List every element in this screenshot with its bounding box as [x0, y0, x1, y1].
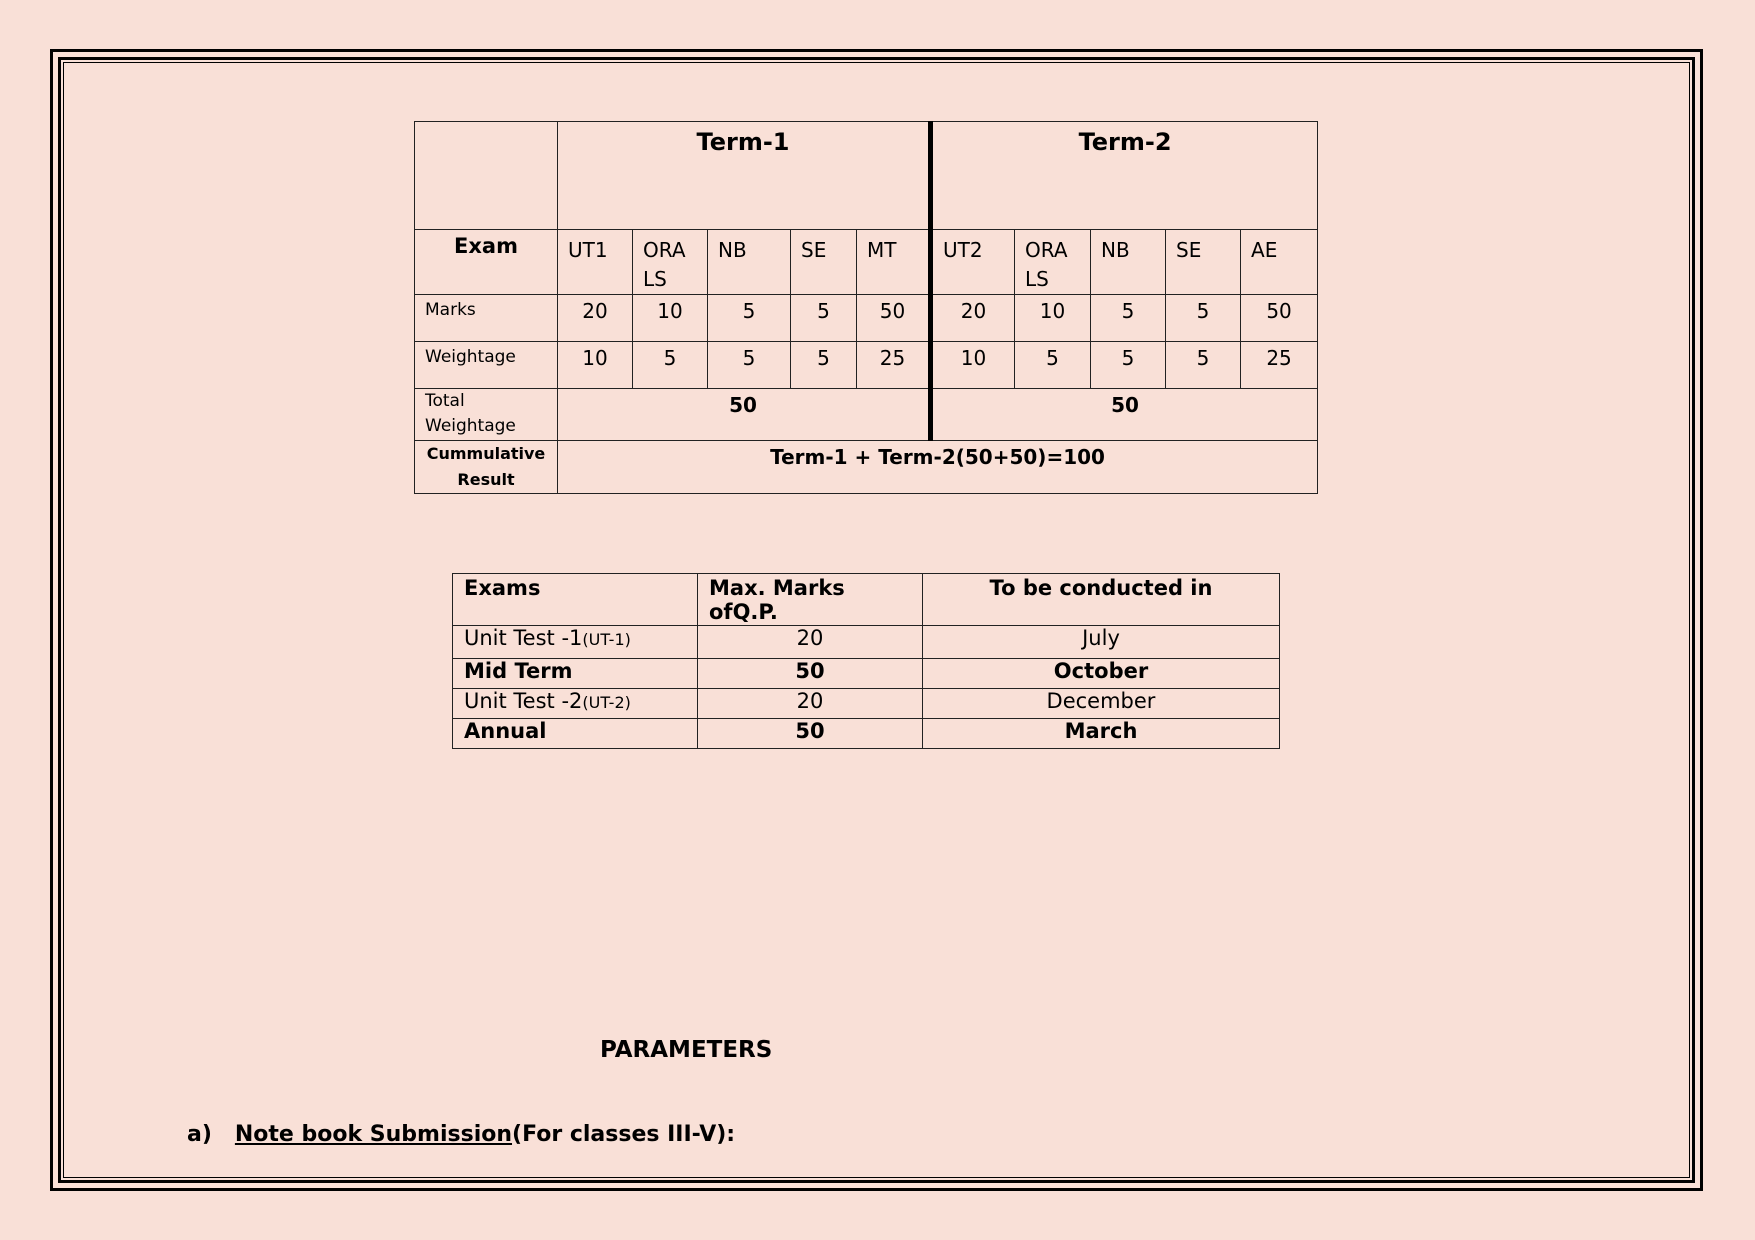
weightage-cell-1: 10 [558, 342, 633, 389]
cumulative-result-row [415, 441, 1318, 494]
exam-column-10: AE [1241, 230, 1318, 295]
exam-column-1: UT1 [558, 230, 633, 295]
weightage-cell-5: 25 [857, 342, 931, 389]
exam-row [453, 689, 1280, 719]
note-rest: (For classes III-V): [512, 1122, 736, 1147]
conducted-month-cell: October [923, 659, 1280, 689]
max-marks-cell: 50 [698, 719, 923, 749]
exam-column-8: NB [1091, 230, 1166, 295]
exam-columns-row [415, 230, 1318, 295]
weightage-cell-9: 5 [1166, 342, 1241, 389]
exam-name: Annual [464, 719, 547, 743]
exam-name-cell [453, 626, 698, 659]
conducted-month-cell: December [923, 689, 1280, 719]
header-exams: Exams [453, 574, 698, 626]
marks-cell-5: 50 [857, 295, 931, 342]
exam-name: Unit Test -2 [464, 689, 583, 713]
marks-cell-7: 10 [1015, 295, 1091, 342]
marks-cell-1: 20 [558, 295, 633, 342]
marks-cell-2: 10 [633, 295, 708, 342]
exam-name-cell [453, 719, 698, 749]
weightage-cell-7: 5 [1015, 342, 1091, 389]
weightage-row [415, 342, 1318, 389]
exam-row [453, 719, 1280, 749]
term-2-total: 50 [931, 389, 1318, 441]
exam-column-9: SE [1166, 230, 1241, 295]
weightage-cell-4: 5 [791, 342, 857, 389]
marks-cell-3: 5 [708, 295, 791, 342]
term-weightage-table [414, 121, 1318, 494]
weightage-cell-6: 10 [931, 342, 1015, 389]
marks-cell-4: 5 [791, 295, 857, 342]
exam-column-6: UT2 [931, 230, 1015, 295]
parameters-heading: PARAMETERS [600, 1037, 773, 1063]
weightage-row-label: Weightage [415, 342, 558, 389]
conducted-month-cell: March [923, 719, 1280, 749]
note-prefix: a) [187, 1122, 212, 1147]
exam-name-cell [453, 659, 698, 689]
weightage-cell-2: 5 [633, 342, 708, 389]
exam-row [453, 626, 1280, 659]
empty-corner-cell [415, 122, 558, 230]
term-1-heading: Term-1 [558, 122, 931, 230]
conducted-month-cell: July [923, 626, 1280, 659]
exam-code: (UT-2) [582, 693, 631, 712]
exam-column-5: MT [857, 230, 931, 295]
max-marks-cell: 20 [698, 689, 923, 719]
cumulative-result-value: Term-1 + Term-2(50+50)=100 [558, 441, 1318, 494]
exam-table-header-row [453, 574, 1280, 626]
max-marks-cell: 20 [698, 626, 923, 659]
exam-column-2: ORA LS [633, 230, 708, 295]
total-weightage-label: Total Weightage [415, 389, 558, 441]
cumulative-result-label: Cummulative Result [415, 441, 558, 494]
term-header-row [415, 122, 1318, 230]
marks-row-label: Marks [415, 295, 558, 342]
header-conducted-in: To be conducted in [923, 574, 1280, 626]
weightage-cell-10: 25 [1241, 342, 1318, 389]
term-1-total: 50 [558, 389, 931, 441]
exam-row-label: Exam [415, 230, 558, 295]
marks-cell-10: 50 [1241, 295, 1318, 342]
total-weightage-row [415, 389, 1318, 441]
exam-row [453, 659, 1280, 689]
exam-schedule-table [452, 573, 1280, 749]
exam-name: Mid Term [464, 659, 573, 683]
note-book-submission-line [187, 1122, 735, 1147]
weightage-cell-3: 5 [708, 342, 791, 389]
marks-cell-9: 5 [1166, 295, 1241, 342]
marks-row [415, 295, 1318, 342]
header-max-marks: Max. Marks ofQ.P. [698, 574, 923, 626]
exam-name-cell [453, 689, 698, 719]
note-title: Note book Submission [234, 1122, 513, 1147]
exam-column-4: SE [791, 230, 857, 295]
exam-column-3: NB [708, 230, 791, 295]
weightage-cell-8: 5 [1091, 342, 1166, 389]
marks-cell-8: 5 [1091, 295, 1166, 342]
exam-name: Unit Test -1 [464, 626, 583, 650]
exam-code: (UT-1) [582, 630, 631, 649]
exam-column-7: ORA LS [1015, 230, 1091, 295]
term-2-heading: Term-2 [931, 122, 1318, 230]
max-marks-cell: 50 [698, 659, 923, 689]
marks-cell-6: 20 [931, 295, 1015, 342]
